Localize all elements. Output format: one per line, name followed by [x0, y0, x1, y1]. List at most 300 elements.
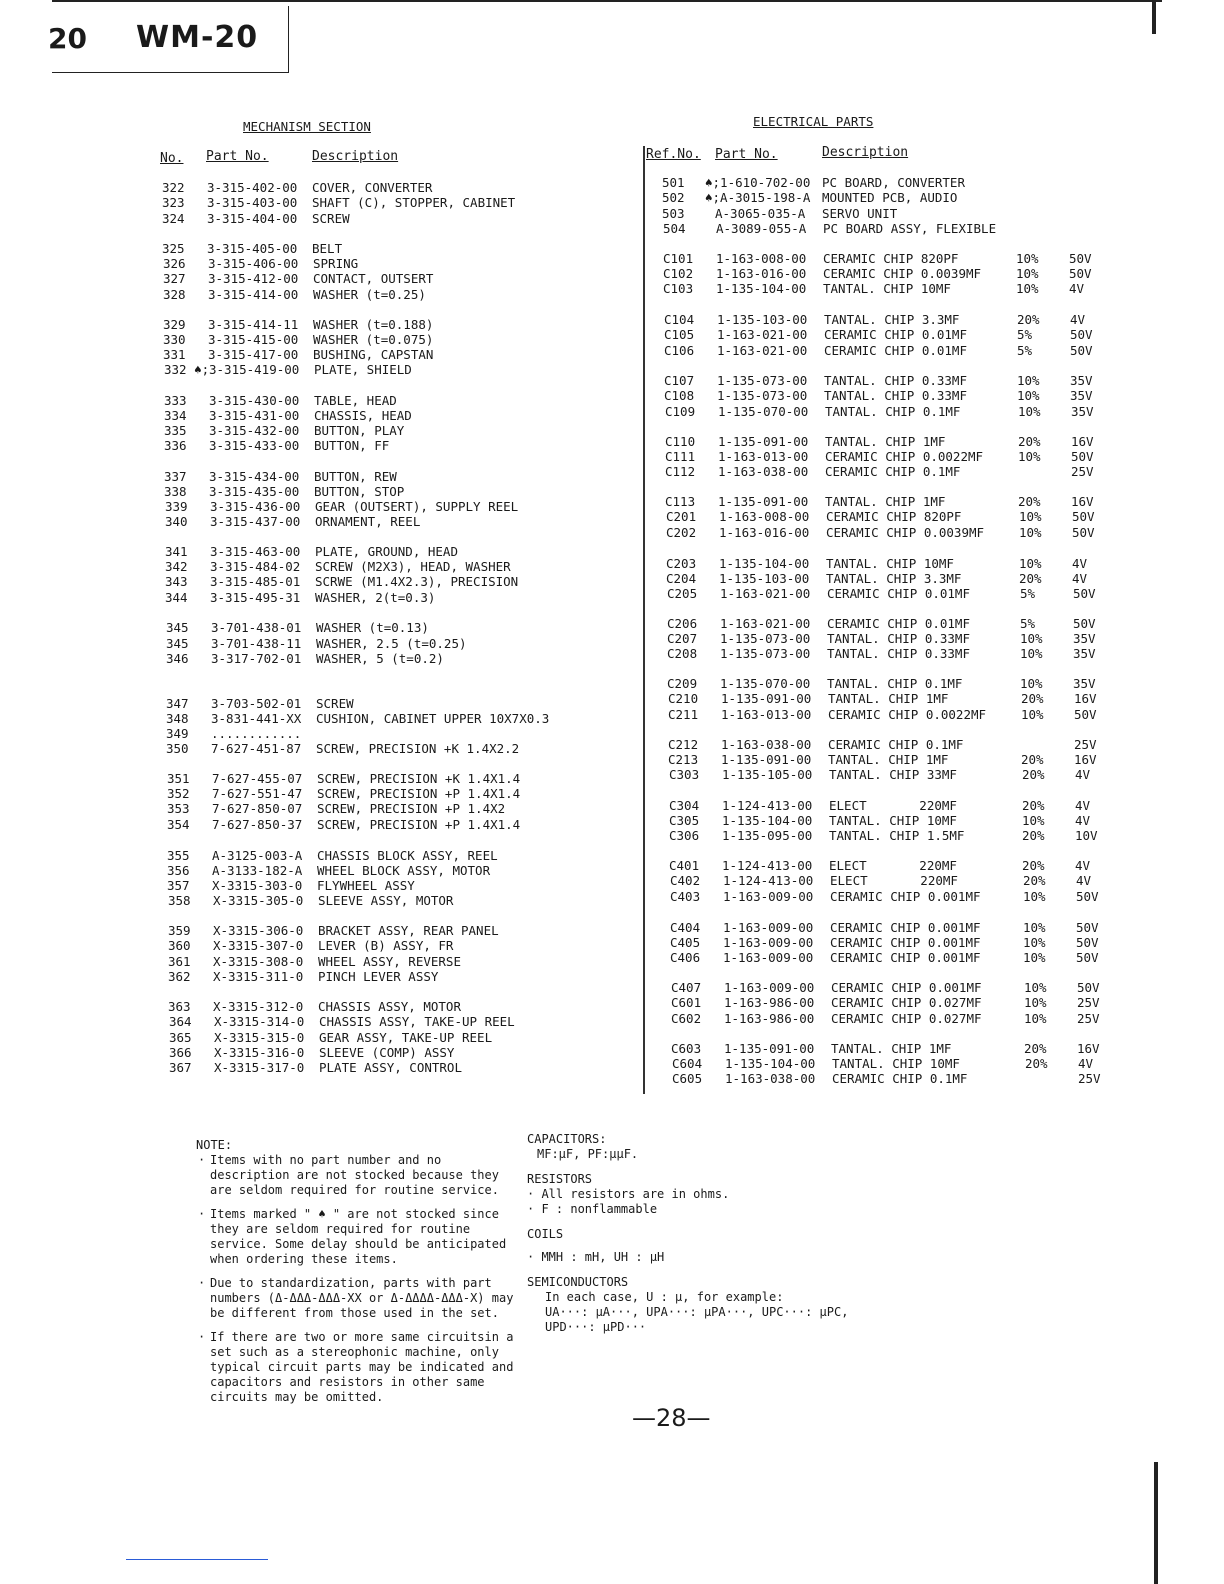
elec-cell-description: TANTAL. CHIP 10MF: [832, 1056, 960, 1071]
elec-cell-partno: 1-124-413-00: [723, 873, 814, 888]
elec-cell-tolerance: 10%: [1018, 404, 1041, 419]
elec-cell-refno: C402: [670, 873, 701, 888]
mech-cell-no: 332 ♠;: [164, 362, 210, 377]
note-item: · Items with no part number and no description are not stocked because they are seldom required for routine service.: [210, 1153, 514, 1198]
elec-cell-description: SERVO UNIT: [822, 206, 898, 221]
elec-cell-tolerance: 10%: [1016, 266, 1039, 281]
elec-cell-voltage: 4V: [1075, 858, 1091, 873]
mech-cell-description: SCREW, PRECISION +P 1.4X2: [317, 801, 506, 816]
elec-cell-refno: C105: [664, 327, 695, 342]
mech-cell-description: COVER, CONVERTER: [312, 180, 433, 195]
mech-cell-description: BUTTON, PLAY: [314, 423, 405, 438]
mech-cell-no: 336: [164, 438, 187, 453]
elec-cell-voltage: 16V: [1071, 494, 1094, 509]
elec-cell-tolerance: 20%: [1022, 798, 1045, 813]
mech-cell-partno: 3-315-437-00: [210, 514, 301, 529]
elec-cell-description: PC BOARD, CONVERTER: [822, 175, 965, 190]
mech-cell-description: SCREW, PRECISION +K 1.4X2.2: [316, 741, 520, 756]
elec-cell-partno: 1-135-091-00: [718, 494, 809, 509]
elec-cell-partno: A-3089-055-A: [716, 221, 807, 236]
mech-cell-description: WASHER (t=0.13): [316, 620, 429, 635]
mech-cell-description: SPRING: [313, 256, 359, 271]
elec-cell-tolerance: 10%: [1022, 813, 1045, 828]
mech-cell-no: 333: [164, 393, 187, 408]
elec-cell-refno: C104: [664, 312, 695, 327]
elec-cell-refno: C111: [665, 449, 696, 464]
elec-cell-refno: C204: [666, 571, 697, 586]
mech-cell-description: SCREW (M2X3), HEAD, WASHER: [315, 559, 511, 574]
elec-cell-partno: 1-135-104-00: [719, 556, 810, 571]
elec-cell-partno: 1-163-021-00: [717, 343, 808, 358]
elec-cell-partno: A-3065-035-A: [715, 206, 806, 221]
mech-cell-partno: X-3315-314-0: [214, 1014, 305, 1029]
elec-cell-voltage: 35V: [1073, 646, 1096, 661]
mech-cell-partno: 3-315-434-00: [209, 469, 300, 484]
elec-cell-tolerance: 20%: [1021, 752, 1044, 767]
mech-cell-no: 325: [162, 241, 185, 256]
elec-cell-refno: 501: [662, 175, 685, 190]
mech-cell-no: 338: [164, 484, 187, 499]
mech-cell-no: 345: [166, 620, 189, 635]
mech-cell-description: PINCH LEVER ASSY: [318, 969, 439, 984]
capacitors-text: MF:μF, PF:μμF.: [537, 1147, 639, 1161]
elec-cell-tolerance: 20%: [1018, 494, 1041, 509]
coils-title: COILS: [527, 1227, 564, 1241]
elec-cell-voltage: 4V: [1072, 556, 1088, 571]
mech-cell-no: 352: [167, 786, 190, 801]
elec-cell-refno: C112: [665, 464, 696, 479]
resistors-line-2: · F : nonflammable: [527, 1202, 658, 1216]
elec-cell-refno: C103: [663, 281, 694, 296]
elec-cell-voltage: 35V: [1070, 373, 1093, 388]
elec-col-partno: Part No.: [715, 147, 778, 162]
mech-cell-no: 354: [167, 817, 190, 832]
elec-cell-partno: 1-135-070-00: [720, 676, 811, 691]
elec-cell-voltage: 50V: [1076, 889, 1099, 904]
elec-cell-tolerance: 10%: [1023, 950, 1046, 965]
mech-cell-description: BUTTON, STOP: [314, 484, 405, 499]
elec-cell-partno: 1-135-073-00: [717, 373, 808, 388]
mech-cell-no: 353: [167, 801, 190, 816]
mech-cell-no: 364: [169, 1014, 192, 1029]
elec-cell-refno: C602: [671, 1011, 702, 1026]
mech-cell-no: 356: [167, 863, 190, 878]
elec-cell-voltage: 50V: [1076, 935, 1099, 950]
note-item: · Items marked " ♠ " are not stocked since they are seldom required for routine service. Some delay should be anticipated when ordering these items.: [210, 1207, 514, 1267]
elec-cell-tolerance: 10%: [1017, 373, 1040, 388]
elec-cell-partno: 1-135-073-00: [717, 388, 808, 403]
elec-cell-description: ELECT 220MF: [829, 858, 957, 873]
elec-cell-description: CERAMIC CHIP 0.027MF: [831, 995, 982, 1010]
mech-cell-description: GEAR ASSY, TAKE-UP REEL: [319, 1030, 493, 1045]
elec-cell-refno: C209: [667, 676, 698, 691]
elec-cell-refno: C305: [669, 813, 700, 828]
elec-cell-refno: C306: [669, 828, 700, 843]
mech-cell-description: CHASSIS BLOCK ASSY, REEL: [317, 848, 498, 863]
elec-cell-tolerance: 10%: [1023, 920, 1046, 935]
elec-cell-voltage: 16V: [1071, 434, 1094, 449]
elec-cell-voltage: 16V: [1074, 691, 1097, 706]
mech-cell-partno: X-3315-315-0: [214, 1030, 305, 1045]
mech-cell-description: GEAR (OUTSERT), SUPPLY REEL: [315, 499, 519, 514]
elec-cell-voltage: 25V: [1071, 464, 1094, 479]
semiconductors-line-1: In each case, U : μ, for example:: [545, 1290, 784, 1304]
page-number: —28—: [632, 1404, 711, 1432]
elec-cell-tolerance: 10%: [1017, 388, 1040, 403]
elec-cell-description: CERAMIC CHIP 0.0039MF: [823, 266, 982, 281]
mech-cell-partno: X-3315-311-0: [213, 969, 304, 984]
elec-cell-description: ELECT 220MF: [829, 798, 957, 813]
elec-cell-partno: 1-135-105-00: [722, 767, 813, 782]
mech-cell-no: 328: [163, 287, 186, 302]
elec-cell-voltage: 35V: [1070, 388, 1093, 403]
mech-cell-no: 340: [165, 514, 188, 529]
elec-cell-description: TANTAL. CHIP 10MF: [829, 813, 957, 828]
elec-cell-tolerance: 10%: [1024, 980, 1047, 995]
elec-cell-refno: C211: [668, 707, 699, 722]
elec-cell-tolerance: 10%: [1019, 509, 1042, 524]
note-item: · Due to standardization, parts with part numbers (Δ-ΔΔΔ-ΔΔΔ-XX or Δ-ΔΔΔΔ-ΔΔΔ-X) may be different from those used in the set.: [210, 1276, 514, 1321]
mech-cell-description: TABLE, HEAD: [314, 393, 397, 408]
mech-cell-description: SCREW, PRECISION +P 1.4X1.4: [317, 817, 521, 832]
mech-cell-partno: 3-315-495-31: [210, 590, 301, 605]
mech-col-partno: Part No.: [206, 149, 269, 164]
semiconductors-line-3: UPD···: μPD···: [545, 1320, 647, 1334]
mech-cell-description: WHEEL BLOCK ASSY, MOTOR: [317, 863, 491, 878]
mech-cell-description: WASHER (t=0.25): [313, 287, 426, 302]
elec-cell-refno: C604: [672, 1056, 703, 1071]
mech-cell-partno: 7-627-451-87: [211, 741, 302, 756]
elec-cell-description: CERAMIC CHIP 0.01MF: [824, 327, 967, 342]
mech-cell-partno: 3-701-438-01: [211, 620, 302, 635]
mech-cell-partno: 3-315-414-11: [208, 317, 299, 332]
elec-cell-description: TANTAL. CHIP 3.3MF: [826, 571, 962, 586]
elec-col-refno: Ref.No.: [646, 147, 701, 162]
elec-cell-voltage: 50V: [1072, 525, 1095, 540]
elec-cell-voltage: 4V: [1070, 312, 1086, 327]
elec-cell-voltage: 16V: [1074, 752, 1097, 767]
mech-cell-partno: 3-317-702-01: [211, 651, 302, 666]
elec-cell-partno: 1-163-009-00: [723, 950, 814, 965]
elec-cell-partno: 1-135-103-00: [717, 312, 808, 327]
electrical-section-title: ELECTRICAL PARTS: [753, 114, 874, 129]
elec-cell-partno: 1-135-103-00: [719, 571, 810, 586]
elec-cell-voltage: 4V: [1069, 281, 1085, 296]
elec-cell-tolerance: 20%: [1022, 858, 1045, 873]
mech-cell-partno: 3-315-463-00: [210, 544, 301, 559]
footer-link-line: [126, 1559, 268, 1560]
elec-cell-voltage: 4V: [1075, 813, 1091, 828]
elec-cell-description: CERAMIC CHIP 820PF: [823, 251, 959, 266]
mech-cell-no: 330: [163, 332, 186, 347]
mech-cell-no: 335: [164, 423, 187, 438]
elec-cell-description: CERAMIC CHIP 0.001MF: [830, 889, 981, 904]
mech-cell-description: LEVER (B) ASSY, FR: [318, 938, 454, 953]
elec-cell-tolerance: 10%: [1024, 1011, 1047, 1026]
elec-cell-partno: 1-135-091-00: [718, 434, 809, 449]
mech-cell-description: SCREW, PRECISION +P 1.4X1.4: [317, 786, 521, 801]
elec-cell-refno: C405: [670, 935, 701, 950]
elec-cell-tolerance: 20%: [1019, 571, 1042, 586]
mech-cell-description: FLYWHEEL ASSY: [317, 878, 415, 893]
elec-cell-tolerance: 10%: [1021, 707, 1044, 722]
elec-col-description: Description: [822, 145, 909, 160]
elec-cell-refno: 503: [662, 206, 685, 221]
elec-cell-tolerance: 10%: [1018, 449, 1041, 464]
elec-cell-description: CERAMIC CHIP 820PF: [826, 509, 962, 524]
mech-cell-description: WASHER, 2.5 (t=0.25): [316, 636, 467, 651]
elec-cell-refno: C203: [666, 556, 697, 571]
mech-cell-no: 363: [168, 999, 191, 1014]
mech-cell-partno: 3-315-432-00: [209, 423, 300, 438]
elec-cell-partno: 1-135-095-00: [722, 828, 813, 843]
elec-cell-partno: 1-163-016-00: [719, 525, 810, 540]
elec-cell-description: PC BOARD ASSY, FLEXIBLE: [823, 221, 997, 236]
elec-cell-partno: 1-135-091-00: [721, 752, 812, 767]
elec-cell-description: CERAMIC CHIP 0.01MF: [827, 586, 970, 601]
elec-cell-voltage: 4V: [1078, 1056, 1094, 1071]
elec-cell-tolerance: 20%: [1022, 767, 1045, 782]
elec-cell-partno: 1-163-013-00: [721, 707, 812, 722]
mech-cell-no: 327: [163, 271, 186, 286]
elec-cell-tolerance: 10%: [1016, 281, 1039, 296]
elec-cell-refno: C101: [663, 251, 694, 266]
elec-cell-refno: C108: [664, 388, 695, 403]
mech-cell-description: PLATE ASSY, CONTROL: [319, 1060, 462, 1075]
mechanism-section-title: MECHANISM SECTION: [243, 119, 371, 134]
elec-cell-partno: 1-163-009-00: [723, 920, 814, 935]
mech-cell-partno: 3-315-404-00: [207, 211, 298, 226]
elec-cell-partno: 1-135-073-00: [720, 631, 811, 646]
elec-cell-refno: C303: [669, 767, 700, 782]
mech-cell-partno: 3-831-441-XX: [211, 711, 302, 726]
elec-cell-partno: 1-163-008-00: [716, 251, 807, 266]
elec-cell-description: CERAMIC CHIP 0.0022MF: [828, 707, 987, 722]
elec-cell-voltage: 25V: [1077, 1011, 1100, 1026]
elec-cell-description: TANTAL. CHIP 0.33MF: [827, 631, 970, 646]
elec-cell-refno: C401: [669, 858, 700, 873]
elec-cell-partno: 1-163-021-00: [720, 616, 811, 631]
elec-cell-description: TANTAL. CHIP 10MF: [826, 556, 954, 571]
mech-cell-partno: X-3315-305-0: [213, 893, 304, 908]
elec-cell-description: TANTAL. CHIP 1MF: [825, 494, 946, 509]
elec-cell-voltage: 50V: [1071, 449, 1094, 464]
mech-cell-description: CONTACT, OUTSERT: [313, 271, 434, 286]
mech-cell-no: 361: [168, 954, 191, 969]
elec-cell-tolerance: 5%: [1020, 616, 1036, 631]
elec-cell-refno: C207: [667, 631, 698, 646]
mech-cell-description: SCREW, PRECISION +K 1.4X1.4: [317, 771, 521, 786]
elec-cell-description: TANTAL. CHIP 1MF: [831, 1041, 952, 1056]
mech-cell-description: SCREW: [312, 211, 350, 226]
mech-col-description: Description: [312, 149, 399, 164]
elec-cell-voltage: 25V: [1077, 995, 1100, 1010]
elec-cell-voltage: 50V: [1069, 266, 1092, 281]
elec-cell-partno: 1-135-104-00: [722, 813, 813, 828]
mech-cell-partno: 7-627-455-07: [212, 771, 303, 786]
mech-cell-partno: 7-627-850-37: [212, 817, 303, 832]
elec-cell-description: TANTAL. CHIP 0.1MF: [827, 676, 963, 691]
elec-cell-refno: C304: [669, 798, 700, 813]
elec-cell-refno: C113: [665, 494, 696, 509]
mech-cell-description: PLATE, GROUND, HEAD: [315, 544, 458, 559]
mech-cell-partno: X-3315-303-0: [212, 878, 303, 893]
mech-cell-no: 322: [162, 180, 185, 195]
elec-cell-voltage: 50V: [1074, 707, 1097, 722]
elec-cell-tolerance: 20%: [1022, 828, 1045, 843]
elec-cell-refno: C210: [668, 691, 699, 706]
mech-cell-partno: X-3315-317-0: [214, 1060, 305, 1075]
elec-cell-description: TANTAL. CHIP 1MF: [825, 434, 946, 449]
mech-cell-no: 357: [167, 878, 190, 893]
elec-cell-refno: C404: [670, 920, 701, 935]
semiconductors-line-2: UA···: μA···, UPA···: μPA···, UPC···: μPC,: [545, 1305, 849, 1319]
elec-cell-tolerance: 10%: [1019, 525, 1042, 540]
elec-cell-description: CERAMIC CHIP 0.001MF: [831, 980, 982, 995]
elec-cell-description: CERAMIC CHIP 0.001MF: [830, 950, 981, 965]
mech-cell-description: BRACKET ASSY, REAR PANEL: [318, 923, 499, 938]
elec-cell-tolerance: 10%: [1019, 556, 1042, 571]
mech-cell-partno: 7-627-551-47: [212, 786, 303, 801]
elec-cell-refno: 502: [662, 190, 685, 205]
mech-cell-description: BELT: [312, 241, 343, 256]
elec-cell-voltage: 4V: [1072, 571, 1088, 586]
elec-cell-partno: ♠;1-610-702-00: [705, 175, 811, 190]
mech-cell-description: WASHER (t=0.188): [313, 317, 434, 332]
mech-cell-partno: X-3315-307-0: [213, 938, 304, 953]
model-title: WM-20: [136, 20, 259, 55]
mech-cell-no: 341: [165, 544, 188, 559]
elec-cell-refno: C202: [666, 525, 697, 540]
elec-cell-partno: 1-163-009-00: [723, 935, 814, 950]
mech-cell-partno: A-3133-182-A: [212, 863, 303, 878]
elec-cell-voltage: 35V: [1073, 631, 1096, 646]
mech-cell-description: SLEEVE (COMP) ASSY: [319, 1045, 455, 1060]
elec-cell-partno: 1-135-073-00: [720, 646, 811, 661]
mech-cell-partno: 3-315-485-01: [210, 574, 301, 589]
elec-cell-description: CERAMIC CHIP 0.01MF: [827, 616, 970, 631]
mech-cell-no: 365: [169, 1030, 192, 1045]
elec-cell-tolerance: 20%: [1025, 1056, 1048, 1071]
mech-cell-no: 339: [165, 499, 188, 514]
elec-cell-voltage: 25V: [1074, 737, 1097, 752]
elec-cell-refno: C406: [670, 950, 701, 965]
mech-cell-no: 345: [166, 636, 189, 651]
mech-cell-description: WASHER, 2(t=0.3): [315, 590, 436, 605]
elec-cell-partno: 1-135-091-00: [721, 691, 812, 706]
mech-cell-partno: 3-315-430-00: [209, 393, 300, 408]
elec-cell-tolerance: 5%: [1020, 586, 1036, 601]
mech-cell-description: CHASSIS ASSY, TAKE-UP REEL: [319, 1014, 515, 1029]
elec-cell-description: ELECT 220MF: [830, 873, 958, 888]
elec-cell-description: TANTAL. CHIP 1.5MF: [829, 828, 965, 843]
elec-cell-voltage: 50V: [1072, 509, 1095, 524]
elec-cell-tolerance: 10%: [1023, 935, 1046, 950]
mech-cell-partno: X-3315-312-0: [213, 999, 304, 1014]
mech-cell-description: WASHER (t=0.075): [313, 332, 434, 347]
mech-cell-partno: 3-315-433-00: [209, 438, 300, 453]
mech-cell-description: BUTTON, FF: [314, 438, 390, 453]
side-page-number: 20: [48, 22, 87, 55]
mech-cell-partno: 3-701-438-11: [211, 636, 302, 651]
elec-cell-voltage: 35V: [1073, 676, 1096, 691]
elec-cell-tolerance: 20%: [1024, 1041, 1047, 1056]
elec-cell-voltage: 50V: [1076, 920, 1099, 935]
mech-cell-description: PLATE, SHIELD: [314, 362, 412, 377]
legend-block: [527, 1132, 857, 1335]
mech-cell-partno: ............: [211, 726, 302, 741]
coils-text: · MMH : mH, UH : μH: [527, 1250, 665, 1264]
column-divider: [643, 146, 645, 1094]
mech-cell-no: 343: [165, 574, 188, 589]
mech-cell-partno: X-3315-316-0: [214, 1045, 305, 1060]
mech-col-no: No.: [160, 151, 184, 166]
elec-cell-voltage: 4V: [1075, 798, 1091, 813]
elec-cell-description: CERAMIC CHIP 0.0039MF: [826, 525, 985, 540]
elec-cell-description: CERAMIC CHIP 0.001MF: [830, 920, 981, 935]
mech-cell-description: SCREW: [316, 696, 354, 711]
mech-cell-description: CHASSIS ASSY, MOTOR: [318, 999, 461, 1014]
elec-cell-description: TANTAL. CHIP 1MF: [828, 752, 949, 767]
mech-cell-no: 342: [165, 559, 188, 574]
mech-cell-description: SCRWE (M1.4X2.3), PRECISION: [315, 574, 519, 589]
capacitors-title: CAPACITORS:: [527, 1132, 607, 1146]
elec-cell-description: TANTAL. CHIP 1MF: [828, 691, 949, 706]
mech-cell-partno: 3-315-412-00: [208, 271, 299, 286]
elec-cell-tolerance: 10%: [1016, 251, 1039, 266]
elec-cell-description: TANTAL. CHIP 0.33MF: [827, 646, 970, 661]
mech-cell-description: WASHER, 5 (t=0.2): [316, 651, 444, 666]
elec-cell-voltage: 50V: [1070, 327, 1093, 342]
elec-cell-description: CERAMIC CHIP 0.001MF: [830, 935, 981, 950]
mech-cell-no: 331: [163, 347, 186, 362]
elec-cell-partno: 1-163-021-00: [720, 586, 811, 601]
mech-cell-no: 346: [166, 651, 189, 666]
elec-cell-partno: ♠;A-3015-198-A: [705, 190, 811, 205]
mech-cell-no: 367: [169, 1060, 192, 1075]
mech-cell-no: 359: [168, 923, 191, 938]
elec-cell-refno: C605: [672, 1071, 703, 1086]
semiconductors-title: SEMICONDUCTORS: [527, 1275, 629, 1289]
mech-cell-partno: 3-315-406-00: [208, 256, 299, 271]
elec-cell-refno: 504: [663, 221, 686, 236]
elec-cell-partno: 1-135-070-00: [718, 404, 809, 419]
mech-cell-no: 344: [165, 590, 188, 605]
right-edge-rule: [1152, 0, 1156, 34]
mech-cell-no: 337: [164, 469, 187, 484]
elec-cell-description: CERAMIC CHIP 0.1MF: [832, 1071, 968, 1086]
mech-cell-partno: 3-315-435-00: [209, 484, 300, 499]
elec-cell-refno: C403: [670, 889, 701, 904]
mech-cell-partno: 3-315-415-00: [208, 332, 299, 347]
elec-cell-tolerance: 10%: [1023, 889, 1046, 904]
resistors-title: RESISTORS: [527, 1172, 593, 1186]
elec-cell-description: CERAMIC CHIP 0.1MF: [825, 464, 961, 479]
mech-cell-no: 362: [168, 969, 191, 984]
mech-cell-partno: 3-315-414-00: [208, 287, 299, 302]
mech-cell-no: 324: [162, 211, 185, 226]
elec-cell-partno: 1-163-008-00: [719, 509, 810, 524]
mech-cell-partno: 3-315-417-00: [208, 347, 299, 362]
elec-cell-partno: 1-163-038-00: [725, 1071, 816, 1086]
elec-cell-voltage: 50V: [1077, 980, 1100, 995]
note-item: · If there are two or more same circuitsin a set such as a stereophonic machine, only typical circuit parts may be indicated and capacitors and resistors in other same circuits may be omitted.: [210, 1330, 514, 1405]
elec-cell-tolerance: 10%: [1020, 646, 1043, 661]
mech-cell-partno: 3-315-436-00: [210, 499, 301, 514]
elec-cell-partno: 1-163-009-00: [724, 980, 815, 995]
elec-cell-description: MOUNTED PCB, AUDIO: [822, 190, 958, 205]
elec-cell-partno: 1-135-104-00: [725, 1056, 816, 1071]
